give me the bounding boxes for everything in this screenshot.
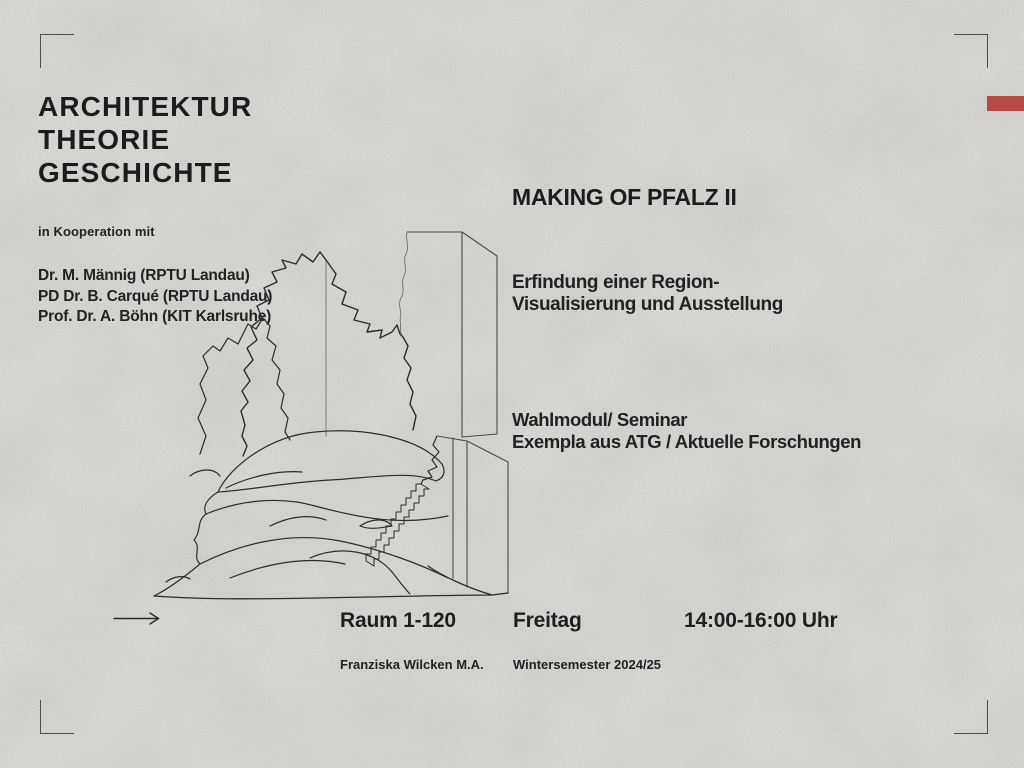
semester-label: Wintersemester 2024/25 (513, 657, 662, 672)
schedule-day: Freitag (513, 609, 582, 632)
crop-mark-bottom-right (954, 700, 988, 734)
lecturer-name: Franziska Wilcken M.A. (340, 657, 484, 672)
masthead-line-3: GESCHICHTE (38, 157, 233, 188)
cooperation-intro: in Kooperation mit (38, 224, 155, 239)
seminar-title: MAKING OF PFALZ II (512, 184, 737, 210)
crop-mark-bottom-left (40, 700, 74, 734)
crop-mark-top-right (954, 34, 988, 68)
masthead (38, 90, 252, 189)
upper-tower-block (407, 232, 497, 437)
seminar-subtitle-line-1: Erfindung einer Region- (512, 272, 720, 293)
staircase (366, 484, 429, 566)
castle-ruin-rock-illustration (130, 226, 520, 606)
partner-2: PD Dr. B. Carqué (RPTU Landau) (38, 287, 273, 305)
rock-cushions (154, 431, 448, 596)
left-rock-spur (198, 318, 290, 454)
partner-3: Prof. Dr. A. Böhn (KIT Karlsruhe) (38, 308, 272, 325)
tower-torn-edge (400, 232, 408, 337)
partner-1: Dr. M. Männig (RPTU Landau) (38, 267, 250, 284)
crop-mark-top-left (40, 34, 74, 68)
ground-line (154, 566, 508, 599)
seminar-subtitle-line-2: Visualisierung und Ausstellung (512, 294, 783, 315)
seminar-module-line-1: Wahlmodul/ Seminar (512, 409, 688, 430)
schedule-room: Raum 1-120 (340, 609, 456, 632)
central-rock-peak (241, 252, 416, 456)
seminar-module-line-2: Exempla aus ATG / Aktuelle Forschungen (512, 431, 862, 452)
right-arrow-icon (112, 610, 168, 627)
seminar-module (512, 409, 861, 453)
schedule-time: 14:00-16:00 Uhr (684, 609, 838, 632)
red-accent-bar (987, 96, 1024, 111)
masthead-line-1: ARCHITEKTUR (38, 91, 253, 122)
seminar-subtitle (512, 272, 783, 316)
masthead-line-2: THEORIE (38, 124, 171, 155)
